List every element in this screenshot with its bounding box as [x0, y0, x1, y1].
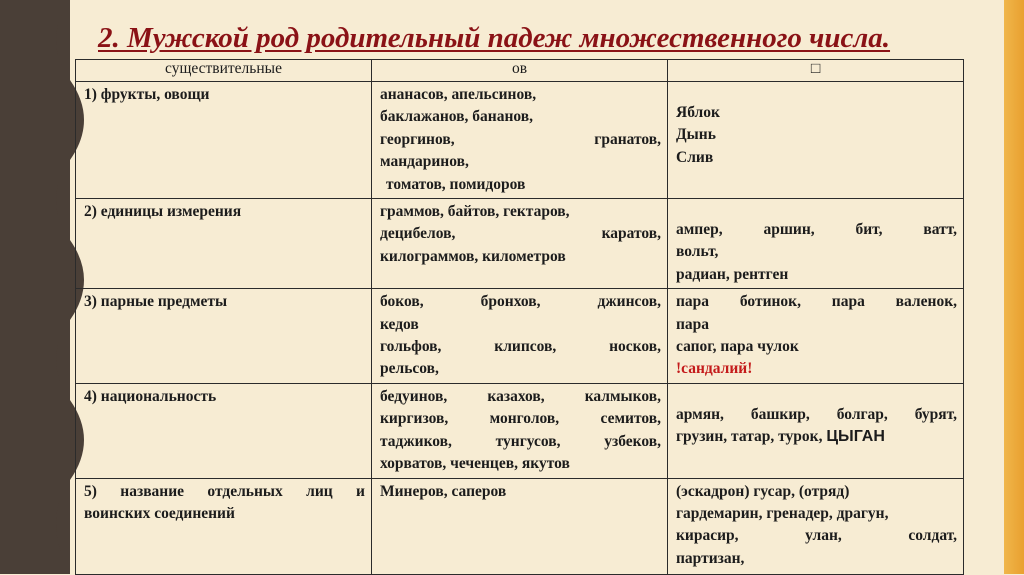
- ov-cell: [372, 199, 668, 289]
- zero-line: кирасир, улан, солдат,: [676, 527, 957, 545]
- ov-cell: [372, 82, 668, 199]
- ov-cell: [372, 383, 668, 478]
- zero-line-highlight: !сандалий!: [676, 360, 753, 378]
- row-category: [76, 82, 372, 199]
- table-row: [76, 199, 964, 289]
- ov-line: мандаринов,: [380, 153, 469, 171]
- zero-line: (эскадрон) гусар, (отряд): [676, 482, 850, 500]
- ov-line: гольфов, клипсов, носков,: [380, 338, 661, 356]
- zero-cell: [668, 383, 964, 478]
- ov-line: рельсов,: [380, 360, 439, 378]
- zero-line: сапог, пара чулок: [676, 338, 799, 356]
- category-text: 4) национальность: [84, 387, 217, 405]
- category-line: 5) название отдельных лиц и: [84, 482, 365, 500]
- ov-line: граммов, байтов, гектаров,: [380, 203, 570, 221]
- zero-text: грузин, татар, турок,: [676, 428, 823, 446]
- header-zero-ending: □: [668, 60, 964, 82]
- ov-cell: [372, 478, 668, 574]
- slide-title: 2. Мужской род родительный падеж множественного числа.: [98, 22, 891, 54]
- zero-line: армян, башкир, болгар, бурят,: [676, 405, 957, 423]
- ov-line: Минеров, саперов: [380, 482, 507, 500]
- category-text: 2) единицы измерения: [84, 203, 242, 221]
- ov-line: бедуинов, казахов, калмыков,: [380, 387, 661, 405]
- zero-line: вольт,: [676, 243, 719, 261]
- ov-line: децибелов, каратов,: [380, 225, 661, 243]
- ov-line: кедов: [380, 315, 419, 333]
- row-category: [76, 289, 372, 384]
- ov-line: георгинов, гранатов,: [380, 130, 661, 148]
- row-category: [76, 199, 372, 289]
- table-row: [76, 478, 964, 574]
- category-text: 1) фрукты, овощи: [84, 86, 210, 103]
- ov-cell: [372, 289, 668, 384]
- zero-line: Яблок: [676, 104, 720, 121]
- zero-line: гардемарин, гренадер, драгун,: [676, 504, 889, 522]
- ov-line: таджиков, тунгусов, узбеков,: [380, 432, 661, 450]
- table-header-row: [76, 60, 964, 82]
- ov-line: хорватов, чеченцев, якутов: [380, 455, 570, 473]
- ov-line: томатов, помидоров: [386, 175, 526, 193]
- zero-line: пара ботинок, пара валенок,: [676, 293, 957, 311]
- zero-line: пара: [676, 315, 710, 333]
- zero-line: Слив: [676, 148, 714, 166]
- zero-line: [676, 426, 957, 448]
- zero-line: Дынь: [676, 126, 716, 144]
- table-row: [76, 82, 964, 199]
- category-text: 3) парные предметы: [84, 293, 228, 311]
- table-row: [76, 383, 964, 478]
- ov-line: баклажанов, бананов,: [380, 108, 534, 126]
- zero-text-caps: ЦЫГАН: [826, 428, 885, 446]
- row-category: [76, 383, 372, 478]
- zero-line: ампер, аршин, бит, ватт,: [676, 221, 957, 239]
- table-row: [76, 289, 964, 384]
- ov-line: боков, бронхов, джинсов,: [380, 293, 661, 311]
- right-decorative-band: [1004, 0, 1024, 574]
- zero-cell: [668, 82, 964, 199]
- zero-cell: [668, 289, 964, 384]
- zero-cell: [668, 478, 964, 574]
- ov-line: килограммов, километров: [380, 247, 566, 265]
- row-category: [76, 478, 372, 574]
- category-line: воинских соединений: [84, 504, 235, 522]
- header-ov: ов: [372, 60, 668, 82]
- zero-cell: [668, 199, 964, 289]
- zero-line: радиан, рентген: [676, 265, 789, 283]
- ov-line: ананасов, апельсинов,: [380, 86, 537, 103]
- zero-line: партизан,: [676, 549, 745, 567]
- header-nouns: существительные: [76, 60, 372, 82]
- ov-line: киргизов, монголов, семитов,: [380, 410, 661, 428]
- noun-table: [75, 59, 964, 575]
